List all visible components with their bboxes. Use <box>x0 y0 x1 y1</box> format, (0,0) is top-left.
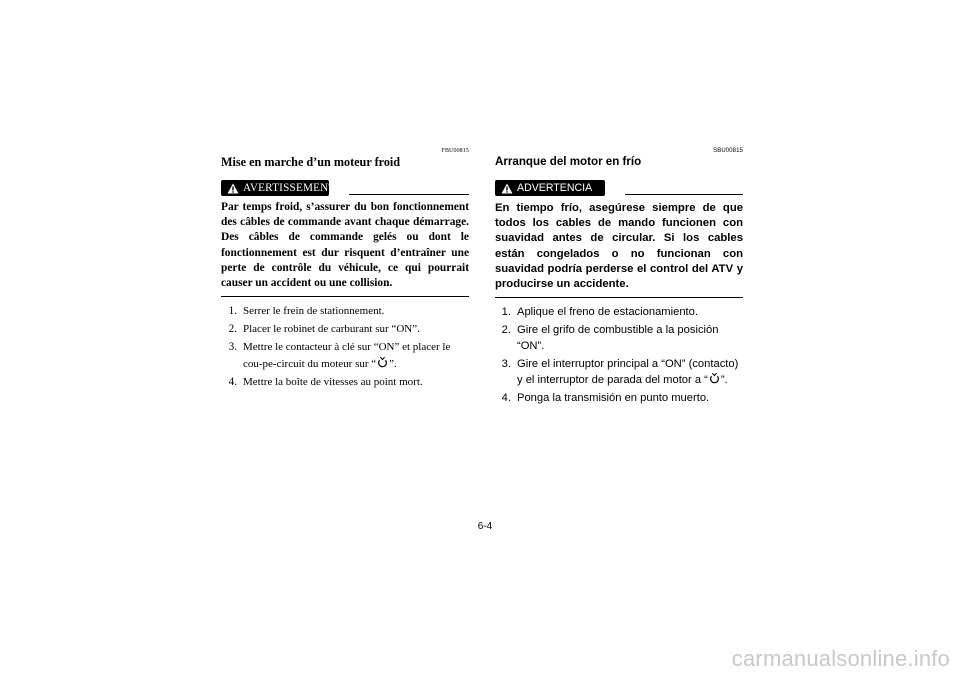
list-item <box>221 375 469 391</box>
warning-label: AVERTISSEMENT <box>243 182 336 194</box>
warning-text: Par temps froid, s’assurer du bon fonctionnement des câbles de commande avant chaque démarrage. Des câbles de commande gelés ou dont le fonctionnement est dur risquent d’entraîner une perte de contrôle du véhicule, ce qui pourrait causer un accident ou une collision. <box>221 201 469 290</box>
step-list <box>495 305 743 407</box>
step-text: Placer le robinet de carburant sur “ON”. <box>243 323 420 336</box>
step-number: 2. <box>501 324 511 337</box>
step-number: 1. <box>228 305 237 318</box>
step-text: Aplique el freno de estacionamiento. <box>517 306 698 319</box>
warning-badge <box>221 180 336 196</box>
step-text-end: ”. <box>720 374 728 387</box>
page-number: 6-4 <box>477 521 493 532</box>
step-number: 1. <box>501 306 511 319</box>
step-text: Ponga la transmisión en punto muerto. <box>517 392 710 405</box>
warning-triangle-icon <box>501 183 513 194</box>
step-number: 2. <box>228 323 237 336</box>
section-code: SBU00815 <box>713 148 743 154</box>
warning-triangle-icon <box>227 183 239 194</box>
step-text: Gire el grifo de combustible a la posición “ON”. <box>517 324 719 352</box>
warning-end-rule <box>495 297 743 298</box>
watermark: carmanualsonline.info <box>731 646 950 671</box>
list-item <box>221 340 469 372</box>
warning-label: ADVERTENCIA <box>517 182 593 194</box>
step-number: 4. <box>228 375 237 388</box>
step-number: 3. <box>228 341 237 354</box>
warning-header <box>221 180 469 196</box>
step-text-start: Gire el interruptor principal a “ON” (contacto) y el interruptor de parada del motor a “ <box>517 357 739 387</box>
list-item <box>495 357 743 389</box>
step-text: Serrer le frein de stationnement. <box>243 305 385 318</box>
french-column <box>221 148 469 393</box>
warning-end-rule <box>221 296 469 297</box>
list-item <box>495 391 743 407</box>
warning-rule <box>349 194 469 195</box>
step-text <box>517 357 743 389</box>
list-item <box>221 304 469 320</box>
warning-text: En tiempo frío, asegúrese siempre de que todos los cables de mando funcionen con suavidad antes de circular. Si los cables están congelados o no funcionan con suavidad podría perderse el control del ATV y producirse un accidente. <box>495 202 743 291</box>
step-number: 3. <box>501 357 511 370</box>
list-item <box>495 323 743 354</box>
step-text <box>243 340 469 372</box>
list-item <box>221 322 469 338</box>
spanish-column <box>495 148 743 409</box>
step-text-end: ”. <box>389 357 397 370</box>
list-item <box>495 305 743 321</box>
step-text-start: Mettre le contacteur à clé sur “ON” et placer le cou-pe-circuit du moteur sur “ <box>243 341 451 370</box>
engine-run-switch-icon <box>709 372 720 385</box>
step-number: 4. <box>501 392 511 405</box>
warning-header <box>495 180 743 196</box>
section-heading: Mise en marche d’un moteur froid <box>221 155 401 169</box>
step-list <box>221 304 469 390</box>
step-text: Mettre la boîte de vitesses au point mort. <box>243 375 423 388</box>
warning-badge <box>495 180 605 196</box>
warning-rule <box>625 194 743 195</box>
section-heading: Arranque del motor en frío <box>495 155 642 168</box>
engine-run-switch-icon <box>377 356 388 369</box>
section-code: FBU00815 <box>441 148 469 154</box>
